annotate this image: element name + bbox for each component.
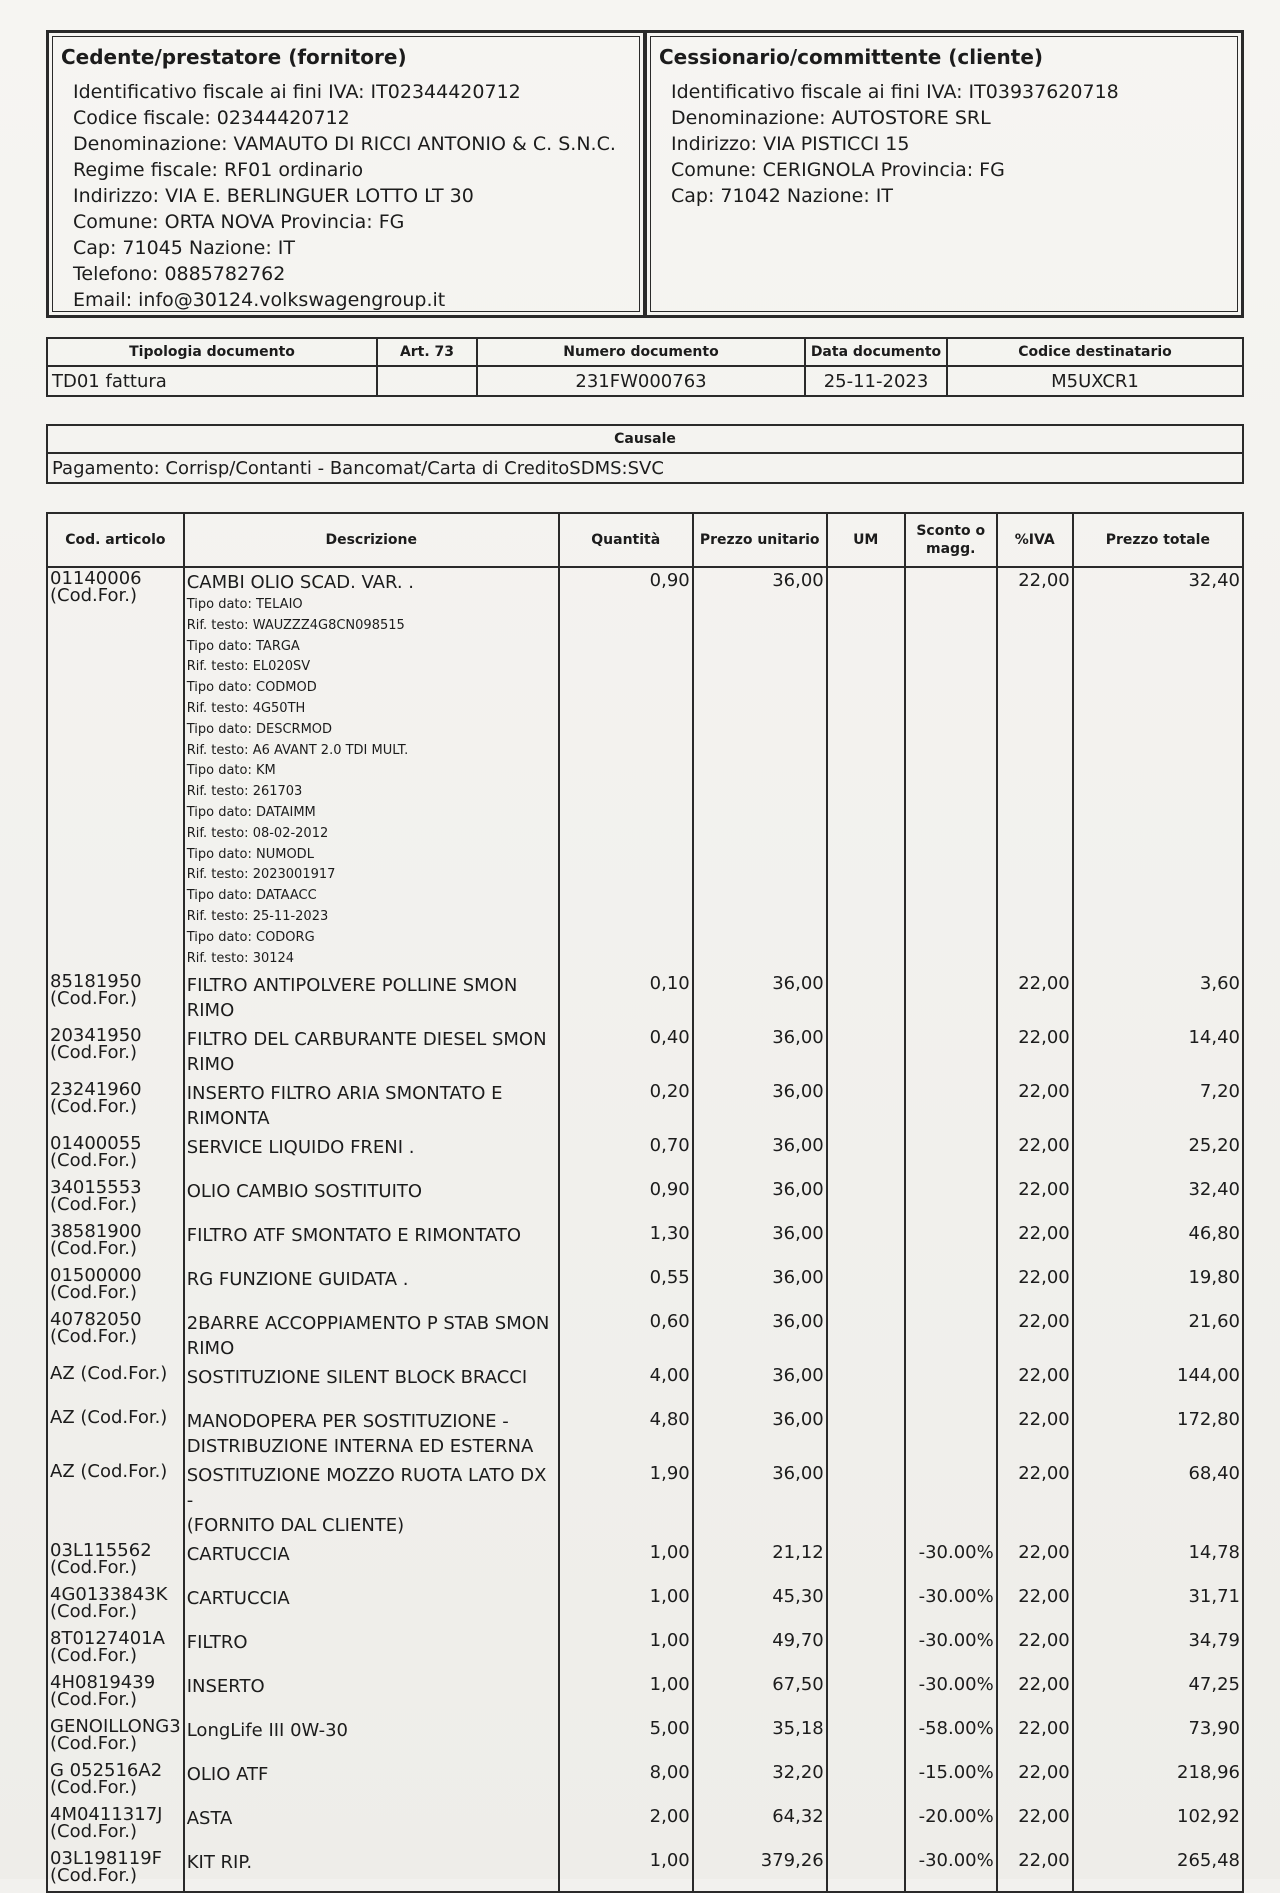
item-description-text: 2BARRE ACCOPPIAMENTO P STAB SMON RIMO — [186, 1313, 550, 1360]
item-total: 265,48 — [1073, 1848, 1243, 1892]
item-description-text: MANODOPERA PER SOSTITUZIONE - DISTRIBUZIONE INTERNA ED ESTERNA — [186, 1411, 534, 1458]
item-code: 8T0127401A (Cod.For.) — [47, 1628, 184, 1672]
item-vat: 22,00 — [997, 1540, 1073, 1584]
item-discount — [905, 567, 997, 971]
item-description — [184, 1221, 559, 1265]
item-row — [47, 1584, 1243, 1628]
item-description-text: CARTUCCIA — [186, 1544, 290, 1566]
item-code: 34015553 (Cod.For.) — [47, 1177, 184, 1221]
item-quantity: 2,00 — [559, 1804, 693, 1848]
item-quantity: 1,90 — [559, 1461, 693, 1540]
item-description-detail: Tipo dato: TARGA — [186, 638, 300, 654]
item-code: GENOILLONG3 (Cod.For.) — [47, 1716, 184, 1760]
items-header-row — [47, 513, 1243, 567]
seller-line: Telefono: 0885782762 — [73, 263, 286, 285]
item-total: 68,40 — [1073, 1461, 1243, 1540]
buyer-line: Comune: CERIGNOLA Provincia: FG — [671, 159, 1005, 181]
item-description — [184, 1133, 559, 1177]
um-header: UM — [827, 513, 905, 567]
item-total: 14,40 — [1073, 1025, 1243, 1079]
item-um — [827, 1407, 905, 1461]
item-quantity: 1,00 — [559, 1540, 693, 1584]
item-description — [184, 1461, 559, 1540]
art73-header: Art. 73 — [377, 338, 477, 366]
item-code: 38581900 (Cod.For.) — [47, 1221, 184, 1265]
item-discount — [905, 971, 997, 1025]
item-discount: -30.00% — [905, 1540, 997, 1584]
item-um — [827, 1672, 905, 1716]
buyer-line: Cap: 71042 Nazione: IT — [671, 185, 894, 207]
item-discount: -58.00% — [905, 1716, 997, 1760]
item-unit-price: 64,32 — [693, 1804, 827, 1848]
item-discount — [905, 1133, 997, 1177]
document-info-header-row — [47, 338, 1243, 366]
item-um — [827, 1804, 905, 1848]
item-vat: 22,00 — [997, 1804, 1073, 1848]
item-quantity: 0,90 — [559, 567, 693, 971]
item-um — [827, 567, 905, 971]
item-code: AZ (Cod.For.) — [47, 1407, 184, 1461]
item-row — [47, 1804, 1243, 1848]
item-description — [184, 1628, 559, 1672]
item-code: 03L115562 (Cod.For.) — [47, 1540, 184, 1584]
seller-line: Indirizzo: VIA E. BERLINGUER LOTTO LT 30 — [73, 185, 474, 207]
item-row — [47, 1025, 1243, 1079]
item-description-text: OLIO ATF — [186, 1764, 269, 1786]
item-unit-price: 36,00 — [693, 1363, 827, 1407]
item-um — [827, 1025, 905, 1079]
item-quantity: 1,30 — [559, 1221, 693, 1265]
total-header: Prezzo totale — [1073, 513, 1243, 567]
item-description-detail: Rif. testo: 30124 — [186, 950, 295, 966]
price-header: Prezzo unitario — [693, 513, 827, 567]
item-code: 4G0133843K (Cod.For.) — [47, 1584, 184, 1628]
item-description-detail: Tipo dato: TELAIO — [186, 597, 303, 612]
item-discount: -30.00% — [905, 1848, 997, 1892]
item-discount — [905, 1221, 997, 1265]
item-description — [184, 567, 559, 971]
item-vat: 22,00 — [997, 1407, 1073, 1461]
seller-line: Codice fiscale: 02344420712 — [73, 107, 350, 129]
item-code: 20341950 (Cod.For.) — [47, 1025, 184, 1079]
item-quantity: 8,00 — [559, 1760, 693, 1804]
item-um — [827, 1177, 905, 1221]
item-total: 46,80 — [1073, 1221, 1243, 1265]
item-quantity: 5,00 — [559, 1716, 693, 1760]
item-vat: 22,00 — [997, 1309, 1073, 1363]
item-quantity: 0,20 — [559, 1079, 693, 1133]
item-unit-price: 36,00 — [693, 1407, 827, 1461]
item-um — [827, 1848, 905, 1892]
item-vat: 22,00 — [997, 1177, 1073, 1221]
item-description — [184, 1848, 559, 1892]
item-vat: 22,00 — [997, 1628, 1073, 1672]
item-vat: 22,00 — [997, 1584, 1073, 1628]
vat-header: %IVA — [997, 513, 1073, 567]
causale-value: Pagamento: Corrisp/Contanti - Bancomat/Carta di CreditoSDMS:SVC — [47, 453, 1243, 483]
item-description — [184, 1584, 559, 1628]
item-description-detail: Rif. testo: 4G50TH — [186, 700, 306, 716]
item-description-text: FILTRO — [186, 1632, 248, 1654]
item-unit-price: 21,12 — [693, 1540, 827, 1584]
item-row — [47, 567, 1243, 971]
item-um — [827, 1221, 905, 1265]
line-items-table — [46, 512, 1244, 1893]
item-code: 23241960 (Cod.For.) — [47, 1079, 184, 1133]
seller-details — [61, 79, 631, 313]
tipologia-value: TD01 fattura — [47, 366, 377, 396]
item-code: 40782050 (Cod.For.) — [47, 1309, 184, 1363]
item-row — [47, 1628, 1243, 1672]
seller-line: Identificativo fiscale ai fini IVA: IT02344420712 — [73, 81, 521, 103]
causale-header: Causale — [47, 425, 1243, 453]
item-description — [184, 1177, 559, 1221]
item-description — [184, 971, 559, 1025]
item-quantity: 1,00 — [559, 1672, 693, 1716]
item-description — [184, 1025, 559, 1079]
item-unit-price: 36,00 — [693, 1133, 827, 1177]
item-um — [827, 1265, 905, 1309]
item-row — [47, 1363, 1243, 1407]
item-discount — [905, 1177, 997, 1221]
item-vat: 22,00 — [997, 1672, 1073, 1716]
item-code: AZ (Cod.For.) — [47, 1461, 184, 1540]
item-um — [827, 1079, 905, 1133]
item-row — [47, 1221, 1243, 1265]
item-quantity: 0,55 — [559, 1265, 693, 1309]
item-total: 7,20 — [1073, 1079, 1243, 1133]
item-vat: 22,00 — [997, 1760, 1073, 1804]
item-description-text: ASTA — [186, 1808, 233, 1830]
item-unit-price: 32,20 — [693, 1760, 827, 1804]
item-unit-price: 36,00 — [693, 567, 827, 971]
item-quantity: 0,60 — [559, 1309, 693, 1363]
item-total: 31,71 — [1073, 1584, 1243, 1628]
item-total: 14,78 — [1073, 1540, 1243, 1584]
item-discount — [905, 1025, 997, 1079]
item-total: 47,25 — [1073, 1672, 1243, 1716]
item-description-text: RG FUNZIONE GUIDATA . — [186, 1269, 409, 1291]
item-quantity: 1,00 — [559, 1848, 693, 1892]
tipologia-header: Tipologia documento — [47, 338, 377, 366]
item-discount: -30.00% — [905, 1584, 997, 1628]
item-description — [184, 1079, 559, 1133]
item-description-detail: Rif. testo: 25-11-2023 — [186, 908, 329, 924]
item-vat: 22,00 — [997, 1363, 1073, 1407]
document-info-value-row — [47, 366, 1243, 396]
item-total: 172,80 — [1073, 1407, 1243, 1461]
item-unit-price: 379,26 — [693, 1848, 827, 1892]
item-quantity: 0,70 — [559, 1133, 693, 1177]
item-unit-price: 36,00 — [693, 1079, 827, 1133]
item-vat: 22,00 — [997, 1025, 1073, 1079]
item-description-detail: Tipo dato: DATAIMM — [186, 804, 316, 820]
item-code: G 052516A2 (Cod.For.) — [47, 1760, 184, 1804]
numero-header: Numero documento — [477, 338, 805, 366]
item-vat: 22,00 — [997, 1848, 1073, 1892]
item-code: 4H0819439 (Cod.For.) — [47, 1672, 184, 1716]
item-description — [184, 1309, 559, 1363]
item-description — [184, 1265, 559, 1309]
item-um — [827, 1461, 905, 1540]
data-header: Data documento — [805, 338, 947, 366]
item-description-detail: Tipo dato: KM — [186, 763, 276, 779]
document-info-table — [46, 337, 1244, 397]
item-description-text: SOSTITUZIONE SILENT BLOCK BRACCI — [186, 1367, 528, 1389]
item-total: 102,92 — [1073, 1804, 1243, 1848]
item-description-text: FILTRO ATF SMONTATO E RIMONTATO — [186, 1225, 522, 1247]
item-um — [827, 1584, 905, 1628]
item-total: 73,90 — [1073, 1716, 1243, 1760]
seller-line: Email: info@30124.volkswagengroup.it — [73, 289, 446, 311]
item-description — [184, 1760, 559, 1804]
item-description-text: INSERTO FILTRO ARIA SMONTATO E RIMONTA — [186, 1083, 503, 1130]
item-description — [184, 1407, 559, 1461]
item-quantity: 1,00 — [559, 1628, 693, 1672]
item-description — [184, 1804, 559, 1848]
buyer-title: Cessionario/committente (cliente) — [659, 45, 1044, 69]
item-discount — [905, 1309, 997, 1363]
item-unit-price: 45,30 — [693, 1584, 827, 1628]
item-code: 03L198119F (Cod.For.) — [47, 1848, 184, 1892]
item-vat: 22,00 — [997, 1265, 1073, 1309]
item-row — [47, 1540, 1243, 1584]
item-description-detail: Rif. testo: 08-02-2012 — [186, 825, 329, 841]
item-unit-price: 36,00 — [693, 1461, 827, 1540]
item-um — [827, 1363, 905, 1407]
item-description — [184, 1716, 559, 1760]
discount-header: Sconto o magg. — [905, 513, 997, 567]
item-description-detail: Tipo dato: DATAACC — [186, 888, 317, 904]
item-um — [827, 1628, 905, 1672]
item-unit-price: 49,70 — [693, 1628, 827, 1672]
causale-table — [46, 424, 1244, 484]
item-quantity: 1,00 — [559, 1584, 693, 1628]
numero-value: 231FW000763 — [477, 366, 805, 396]
item-description-detail: Rif. testo: EL020SV — [186, 659, 311, 675]
item-discount — [905, 1461, 997, 1540]
item-unit-price: 36,00 — [693, 971, 827, 1025]
item-description-text: LongLife III 0W-30 — [186, 1720, 349, 1742]
item-discount: -20.00% — [905, 1804, 997, 1848]
item-unit-price: 35,18 — [693, 1716, 827, 1760]
item-description-text: CAMBI OLIO SCAD. VAR. . — [186, 572, 415, 593]
item-discount: -30.00% — [905, 1672, 997, 1716]
item-code: 4M0411317J (Cod.For.) — [47, 1804, 184, 1848]
art73-value — [377, 366, 477, 396]
item-description-detail: Rif. testo: WAUZZZ4G8CN098515 — [186, 617, 405, 633]
seller-title: Cedente/prestatore (fornitore) — [61, 45, 407, 69]
item-total: 3,60 — [1073, 971, 1243, 1025]
item-description-text: KIT RIP. — [186, 1852, 253, 1874]
item-description-text: OLIO CAMBIO SOSTITUITO — [186, 1181, 423, 1203]
item-row — [47, 1265, 1243, 1309]
cod-header: Cod. articolo — [47, 513, 184, 567]
item-quantity: 0,40 — [559, 1025, 693, 1079]
item-quantity: 0,90 — [559, 1177, 693, 1221]
buyer-line: Denominazione: AUTOSTORE SRL — [671, 107, 991, 129]
item-total: 144,00 — [1073, 1363, 1243, 1407]
desc-header: Descrizione — [184, 513, 559, 567]
item-row — [47, 1716, 1243, 1760]
item-description-text: INSERTO — [186, 1676, 265, 1698]
item-code: AZ (Cod.For.) — [47, 1363, 184, 1407]
item-row — [47, 1177, 1243, 1221]
item-code: 01400055 (Cod.For.) — [47, 1133, 184, 1177]
item-total: 34,79 — [1073, 1628, 1243, 1672]
seller-line: Cap: 71045 Nazione: IT — [73, 237, 296, 259]
item-um — [827, 971, 905, 1025]
item-row — [47, 1848, 1243, 1892]
item-description-text: FILTRO ANTIPOLVERE POLLINE SMON RIMO — [186, 975, 518, 1022]
item-description-text: SERVICE LIQUIDO FRENI . — [186, 1137, 415, 1159]
item-total: 32,40 — [1073, 567, 1243, 971]
item-vat: 22,00 — [997, 1079, 1073, 1133]
item-vat: 22,00 — [997, 1221, 1073, 1265]
item-discount — [905, 1363, 997, 1407]
item-row — [47, 971, 1243, 1025]
item-description-text: FILTRO DEL CARBURANTE DIESEL SMON RIMO — [186, 1029, 547, 1076]
buyer-line: Identificativo fiscale ai fini IVA: IT03937620718 — [671, 81, 1119, 103]
item-unit-price: 36,00 — [693, 1177, 827, 1221]
item-description-text: CARTUCCIA — [186, 1588, 290, 1610]
seller-line: Regime fiscale: RF01 ordinario — [73, 159, 364, 181]
item-description — [184, 1540, 559, 1584]
item-quantity: 4,00 — [559, 1363, 693, 1407]
item-description-detail: Tipo dato: CODORG — [186, 929, 315, 945]
item-code: 01500000 (Cod.For.) — [47, 1265, 184, 1309]
seller-line: Denominazione: VAMAUTO DI RICCI ANTONIO & C. S.N.C. — [73, 133, 616, 155]
item-row — [47, 1407, 1243, 1461]
item-description-detail: Rif. testo: A6 AVANT 2.0 TDI MULT. — [186, 742, 409, 758]
codice-value: M5UXCR1 — [947, 366, 1243, 396]
item-vat: 22,00 — [997, 1716, 1073, 1760]
item-total: 25,20 — [1073, 1133, 1243, 1177]
item-quantity: 0,10 — [559, 971, 693, 1025]
qty-header: Quantità — [559, 513, 693, 567]
item-total: 218,96 — [1073, 1760, 1243, 1804]
item-um — [827, 1540, 905, 1584]
item-unit-price: 36,00 — [693, 1265, 827, 1309]
item-total: 19,80 — [1073, 1265, 1243, 1309]
item-description — [184, 1672, 559, 1716]
item-description-detail: Tipo dato: NUMODL — [186, 846, 314, 862]
item-description-detail: Rif. testo: 2023001917 — [186, 867, 336, 883]
item-um — [827, 1133, 905, 1177]
buyer-details — [659, 79, 1229, 209]
item-row — [47, 1672, 1243, 1716]
item-discount — [905, 1079, 997, 1133]
item-discount — [905, 1407, 997, 1461]
item-row — [47, 1133, 1243, 1177]
item-row — [47, 1461, 1243, 1540]
item-row — [47, 1079, 1243, 1133]
data-value: 25-11-2023 — [805, 366, 947, 396]
item-description-detail: Tipo dato: DESCRMOD — [186, 721, 333, 737]
item-row — [47, 1760, 1243, 1804]
item-vat: 22,00 — [997, 971, 1073, 1025]
item-vat: 22,00 — [997, 1133, 1073, 1177]
item-total: 32,40 — [1073, 1177, 1243, 1221]
item-description-text: SOSTITUZIONE MOZZO RUOTA LATO DX - (FORNITO DAL CLIENTE) — [186, 1465, 547, 1537]
item-unit-price: 67,50 — [693, 1672, 827, 1716]
item-discount: -15.00% — [905, 1760, 997, 1804]
item-description-detail: Rif. testo: 261703 — [186, 784, 303, 800]
item-unit-price: 36,00 — [693, 1221, 827, 1265]
item-um — [827, 1716, 905, 1760]
seller-box — [46, 30, 646, 318]
items-body — [47, 567, 1243, 1892]
item-total: 21,60 — [1073, 1309, 1243, 1363]
item-unit-price: 36,00 — [693, 1309, 827, 1363]
item-row — [47, 1309, 1243, 1363]
item-description — [184, 1363, 559, 1407]
item-um — [827, 1309, 905, 1363]
buyer-line: Indirizzo: VIA PISTICCI 15 — [671, 133, 910, 155]
codice-header: Codice destinatario — [947, 338, 1243, 366]
seller-line: Comune: ORTA NOVA Provincia: FG — [73, 211, 405, 233]
item-code: 01140006 (Cod.For.) — [47, 567, 184, 971]
item-discount: -30.00% — [905, 1628, 997, 1672]
item-unit-price: 36,00 — [693, 1025, 827, 1079]
item-vat: 22,00 — [997, 567, 1073, 971]
item-discount — [905, 1265, 997, 1309]
item-code: 85181950 (Cod.For.) — [47, 971, 184, 1025]
buyer-box — [644, 30, 1244, 318]
item-um — [827, 1760, 905, 1804]
item-quantity: 4,80 — [559, 1407, 693, 1461]
item-description-detail: Tipo dato: CODMOD — [186, 680, 317, 696]
item-vat: 22,00 — [997, 1461, 1073, 1540]
